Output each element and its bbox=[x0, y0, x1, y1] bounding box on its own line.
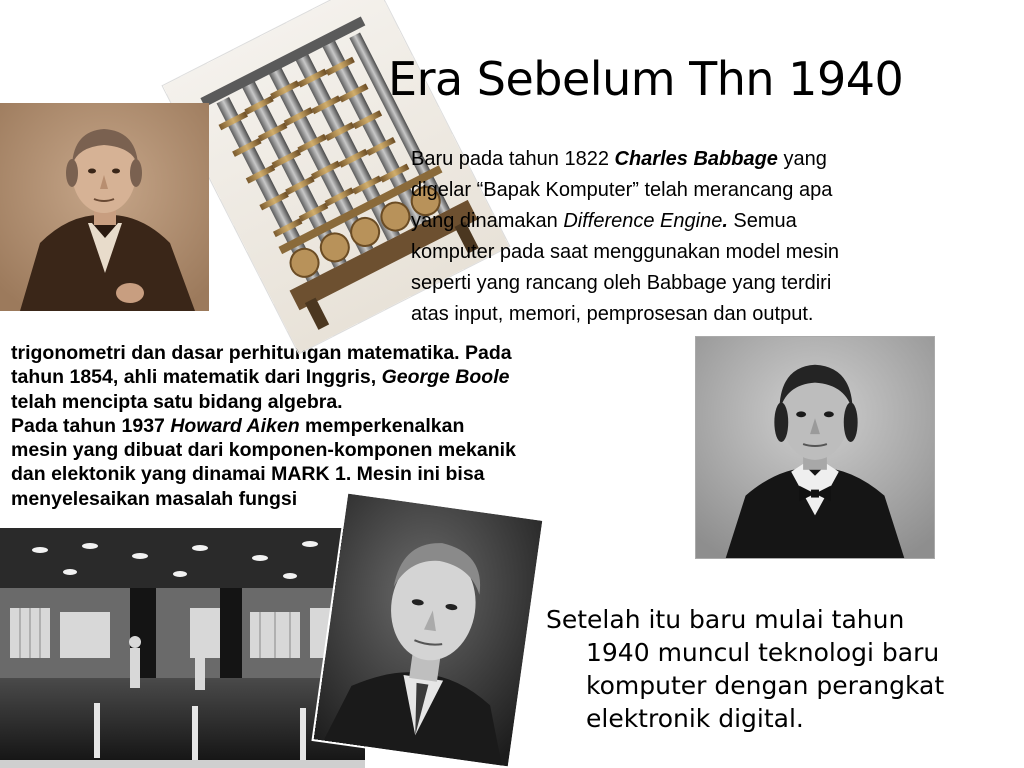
howard-aiken-name: Howard Aiken bbox=[170, 414, 300, 437]
text-run: Pada tahun 1937 bbox=[11, 414, 171, 437]
howard-aiken-portrait bbox=[314, 494, 543, 767]
text-run: memperkenalkan bbox=[299, 414, 465, 437]
george-boole-portrait bbox=[695, 336, 935, 559]
text-run: . bbox=[722, 210, 728, 232]
slide-title: Era Sebelum Thn 1940 bbox=[388, 52, 904, 106]
text-line: atas input, memori, pemprosesan dan output. bbox=[411, 303, 814, 325]
george-boole-name: George Boole bbox=[381, 366, 510, 389]
text-line: dan elektonik yang dinamai MARK 1. Mesin ini bisa bbox=[11, 463, 485, 486]
text-line: Setelah itu baru mulai tahun bbox=[546, 605, 905, 634]
text-line: 1940 muncul teknologi baru bbox=[586, 638, 940, 667]
text-line: trigonometri dan dasar perhitungan matematika. Pada bbox=[11, 342, 512, 364]
closing-paragraph bbox=[546, 603, 1006, 735]
text-run: Baru pada tahun 1822 bbox=[411, 148, 615, 170]
mark-1-room-photo bbox=[0, 528, 365, 768]
text-run: tahun 1854, ahli matematik dari Inggris, bbox=[11, 366, 382, 389]
text-run: yang bbox=[777, 148, 827, 170]
text-line: menyelesaikan masalah fungsi bbox=[11, 487, 298, 510]
text-line: mesin yang dibuat dari komponen-komponen mekanik bbox=[11, 439, 516, 462]
text-line: telah mencipta satu bidang algebra. bbox=[11, 390, 343, 413]
babbage-paragraph bbox=[411, 144, 971, 330]
text-run: yang dinamakan bbox=[411, 210, 564, 232]
text-run: Semua bbox=[727, 210, 797, 232]
charles-babbage-portrait bbox=[0, 103, 209, 311]
babbage-name: Charles Babbage bbox=[614, 148, 778, 170]
text-line: elektronik digital. bbox=[586, 704, 804, 733]
text-line: komputer dengan perangkat bbox=[586, 671, 945, 700]
difference-engine-term: Difference Engine bbox=[563, 210, 723, 232]
text-line: komputer pada saat menggunakan model mesin bbox=[411, 241, 840, 263]
text-line: digelar “Bapak Komputer” telah merancang apa bbox=[411, 179, 833, 201]
text-line: seperti yang rancang oleh Babbage yang terdiri bbox=[411, 272, 832, 294]
boole-aiken-paragraph bbox=[11, 341, 691, 511]
